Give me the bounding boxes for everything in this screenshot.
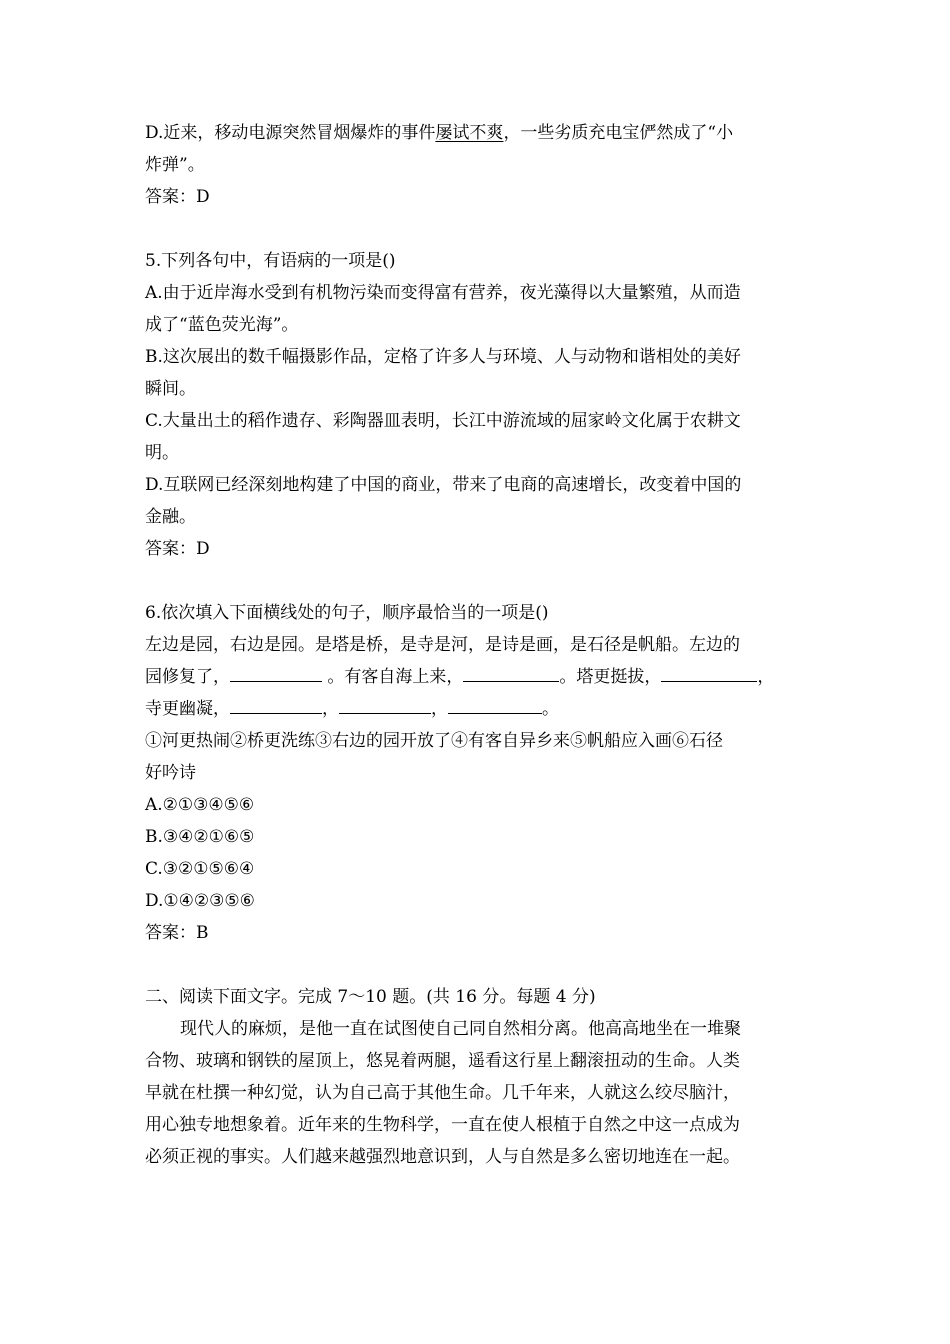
fill-blank	[230, 661, 322, 682]
fill-blank	[230, 693, 322, 714]
q6-option-b: B.③④②①⑥⑤	[145, 827, 255, 847]
q6-answer: 答案：B	[145, 923, 209, 943]
q4-option-d-text: D.近来，移动电源突然冒烟爆炸的事件	[145, 123, 436, 143]
q4-option-d-line1	[145, 117, 810, 149]
spacer	[145, 949, 810, 981]
passage-text: 园修复了，	[145, 667, 230, 687]
section2-paragraph-line4: 用心独专地想象着。近年来的生物科学，一直在使人根植于自然之中这一点成为	[145, 1115, 740, 1135]
q4-option-d-line2: 炸弹”。	[145, 155, 205, 175]
underlined-idiom: 屡试不爽	[435, 123, 504, 143]
q6-option-c: C.③②①⑤⑥④	[145, 859, 255, 879]
section2-paragraph-line1: 现代人的麻烦，是他一直在试图使自己同自然相分离。他高高地坐在一堆聚	[180, 1019, 741, 1039]
fill-blank	[661, 661, 757, 682]
q5-option-a-line2: 成了“蓝色荧光海”。	[145, 315, 299, 335]
passage-text: ，	[757, 667, 775, 687]
passage-text: 寺更幽凝，	[145, 699, 230, 719]
passage-text: ，	[431, 699, 448, 719]
q6-items-line1: ①河更热闹②桥更洗练③右边的园开放了④有客自异乡来⑤帆船应入画⑥石径	[145, 731, 723, 751]
q6-option-d: D.①④②③⑤⑥	[145, 891, 255, 911]
fill-blank	[448, 693, 542, 714]
q6-passage-line1: 左边是园，右边是园。是塔是桥，是寺是河，是诗是画，是石径是帆船。左边的	[145, 635, 740, 655]
q5-option-d-line1: D.互联网已经深刻地构建了中国的商业，带来了电商的高速增长，改变着中国的	[145, 475, 742, 495]
fill-blank	[339, 693, 431, 714]
q6-passage-line2	[145, 661, 810, 693]
document-body	[145, 117, 810, 1173]
q6-option-a: A.②①③④⑤⑥	[145, 795, 255, 815]
q5-stem: 5.下列各句中，有语病的一项是()	[145, 251, 396, 271]
passage-text: 。有客自海上来，	[322, 667, 464, 687]
fill-blank	[463, 661, 559, 682]
q4-answer: 答案：D	[145, 187, 210, 207]
spacer	[145, 213, 810, 245]
section2-paragraph-line2: 合物、玻璃和钢铁的屋顶上，悠晃着两腿，遥看这行星上翻滚扭动的生命。人类	[145, 1051, 740, 1071]
q5-option-d-line2: 金融。	[145, 507, 196, 527]
q6-items-line2: 好吟诗	[145, 763, 196, 783]
section2-paragraph-line5: 必须正视的事实。人们越来越强烈地意识到，人与自然是多么密切地连在一起。	[145, 1147, 740, 1167]
q5-answer: 答案：D	[145, 539, 210, 559]
passage-text: ，	[322, 699, 339, 719]
q6-stem: 6.依次填入下面横线处的句子，顺序最恰当的一项是()	[145, 603, 549, 623]
q4-option-d-text-cont: ，一些劣质充电宝俨然成了“小	[503, 123, 734, 143]
q5-option-a-line1: A.由于近岸海水受到有机物污染而变得富有营养，夜光藻得以大量繁殖，从而造	[145, 283, 741, 303]
passage-text: 。	[542, 699, 559, 719]
section2-heading: 二、阅读下面文字。完成 7～10 题。(共 16 分。每题 4 分)	[145, 987, 596, 1007]
q6-passage-line3	[145, 693, 810, 725]
spacer	[145, 565, 810, 597]
section2-paragraph-line3: 早就在杜撰一种幻觉，认为自己高于其他生命。几千年来，人就这么绞尽脑汁，	[145, 1083, 740, 1103]
q5-option-b-line1: B.这次展出的数千幅摄影作品，定格了许多人与环境、人与动物和谐相处的美好	[145, 347, 741, 367]
q5-option-c-line2: 明。	[145, 443, 179, 463]
q5-option-c-line1: C.大量出土的稻作遗存、彩陶器皿表明，长江中游流域的屈家岭文化属于农耕文	[145, 411, 741, 431]
q5-option-b-line2: 瞬间。	[145, 379, 196, 399]
passage-text: 。塔更挺拔，	[559, 667, 662, 687]
